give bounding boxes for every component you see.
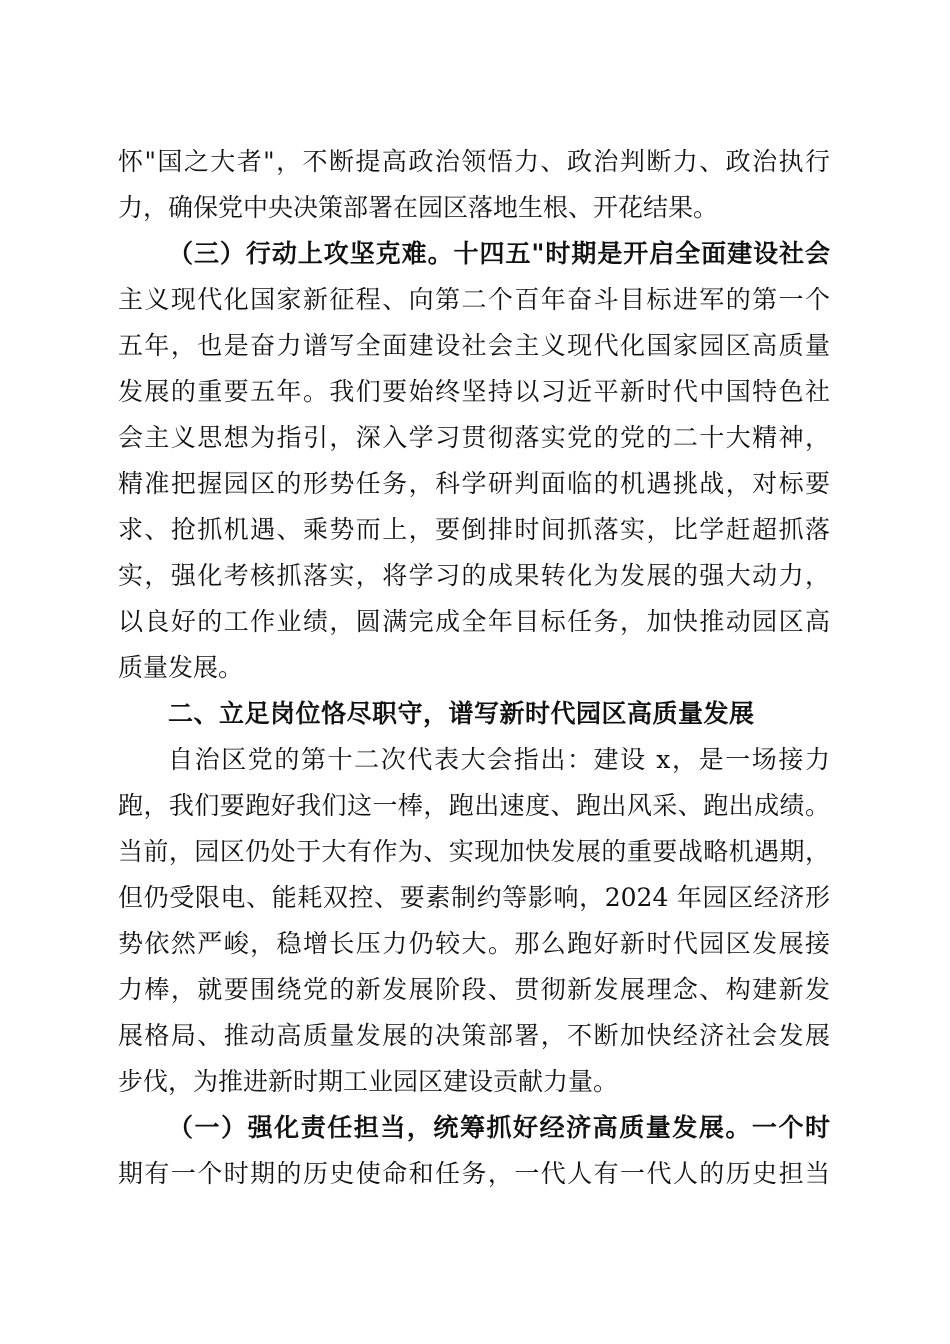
text-line: 发展的重要五年。我们要始终坚持以习近平新时代中国特色社 — [118, 377, 830, 406]
text-line: 期有一个时期的历史使命和任务，一代人有一代人的历史担当 — [118, 1159, 830, 1188]
text-line: 以良好的工作业绩，圆满完成全年目标任务，加快推动园区高 — [118, 607, 830, 636]
text-line: 步伐，为推进新时期工业园区建设贡献力量。 — [118, 1067, 619, 1096]
text-line: 跑，我们要跑好我们这一棒，跑出速度、跑出风采、跑出成绩。 — [118, 791, 830, 820]
text-line: 但仍受限电、能耗双控、要素制约等影响，2024 年园区经济形 — [118, 883, 830, 912]
text-line: 展格局、推动高质量发展的决策部署，不断加快经济社会发展 — [118, 1021, 830, 1050]
text-line: 力，确保党中央决策部署在园区落地生根、开花结果。 — [118, 193, 719, 222]
text-line: 力棒，就要围绕党的新发展阶段、贯彻新发展理念、构建新发 — [118, 975, 830, 1004]
text-line: 主义现代化国家新征程、向第二个百年奋斗目标进军的第一个 — [118, 285, 830, 314]
text-line: 当前，园区仍处于大有作为、实现加快发展的重要战略机遇期， — [118, 837, 830, 866]
text-line: 自治区党的第十二次代表大会指出：建设 x，是一场接力 — [168, 745, 830, 774]
text-line: 求、抢抓机遇、乘势而上，要倒排时间抓落实，比学赶超抓落 — [118, 515, 830, 544]
subheading-line: （三）行动上攻坚克难。十四五"时期是开启全面建设社会 — [168, 239, 830, 268]
subheading-line: （一）强化责任担当，统筹抓好经济高质量发展。一个时 — [168, 1113, 830, 1142]
text-line: 质量发展。 — [118, 653, 244, 682]
section-heading: 二、立足岗位恪尽职守，谱写新时代园区高质量发展 — [168, 699, 755, 728]
text-line: 怀"国之大者"，不断提高政治领悟力、政治判断力、政治执行 — [118, 147, 830, 176]
text-line: 势依然严峻，稳增长压力仍较大。那么跑好新时代园区发展接 — [118, 929, 830, 958]
text-line: 实，强化考核抓落实，将学习的成果转化为发展的强大动力， — [118, 561, 830, 590]
text-line: 五年，也是奋力谱写全面建设社会主义现代化国家园区高质量 — [118, 331, 830, 360]
text-line: 精准把握园区的形势任务，科学研判面临的机遇挑战，对标要 — [118, 469, 830, 498]
text-line: 会主义思想为指引，深入学习贯彻落实党的党的二十大精神， — [118, 423, 830, 452]
